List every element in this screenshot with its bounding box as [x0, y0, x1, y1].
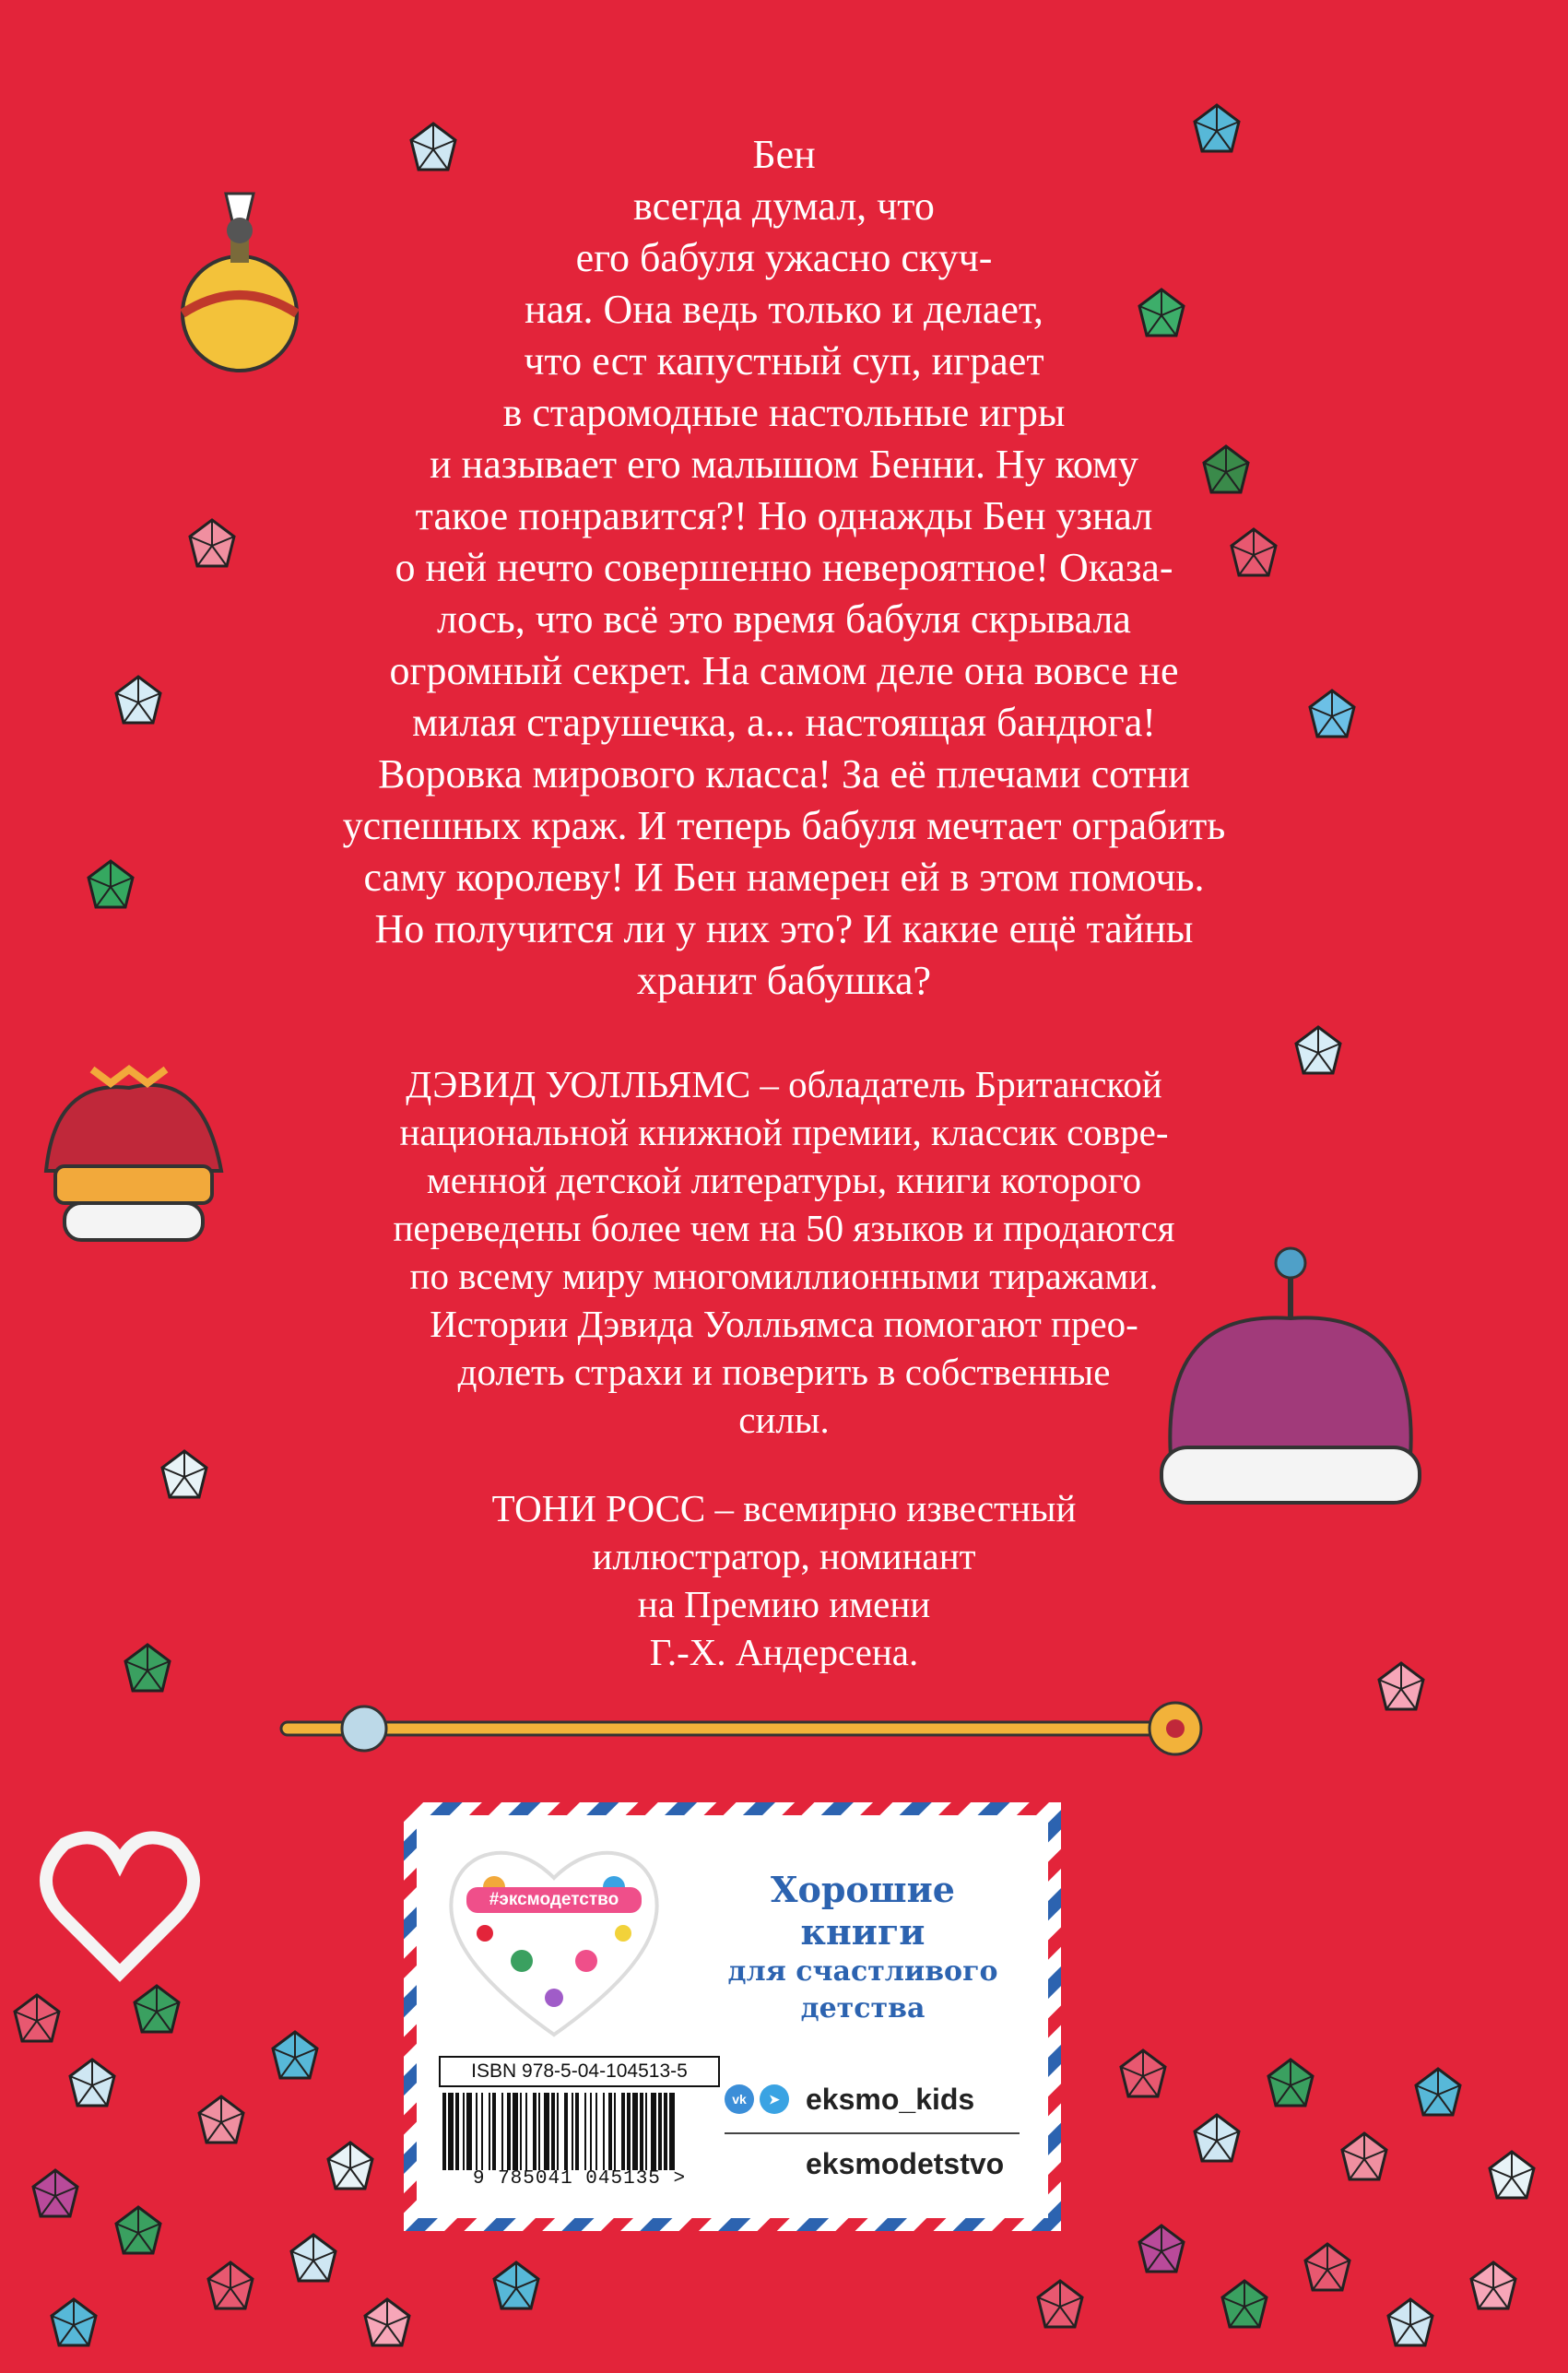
text-line: в старомодные настольные игры — [502, 390, 1066, 435]
social-handle[interactable]: eksmo_kids — [806, 2083, 975, 2116]
text-line: милая старушечка, а... настоящая бандюга! — [412, 700, 1156, 745]
text-line: Истории Дэвида Уолльямса помогают прео- — [430, 1303, 1138, 1345]
text-line: что ест капустный суп, играет — [524, 338, 1044, 384]
text-line: огромный секрет. На самом деле она вовсе не — [389, 648, 1179, 693]
barcode-bars — [439, 2093, 720, 2170]
vk-icon[interactable]: vk — [725, 2084, 754, 2114]
social-handle[interactable]: eksmodetstvo — [806, 2147, 1005, 2180]
barcode — [439, 2056, 720, 2194]
text-line: силы. — [738, 1399, 830, 1441]
heart-logo-icon — [439, 1832, 669, 2044]
slogan — [697, 1869, 1029, 2027]
blurb-text — [184, 129, 1384, 1007]
illustrator-bio-text — [184, 1484, 1384, 1676]
text-line: переведены более чем на 50 языков и продаются — [393, 1207, 1175, 1249]
gem-icon — [1379, 1663, 1423, 1709]
divider — [725, 2132, 1020, 2134]
text-line: менной детской литературы, книги которого — [426, 1159, 1142, 1201]
slogan-line: детства — [800, 1992, 925, 2025]
text-line: Г.-Х. Андерсена. — [649, 1631, 919, 1673]
slogan-line: книги — [800, 1911, 925, 1953]
text-line: о ней нечто совершенно невероятное! Оказа- — [395, 545, 1173, 590]
text-line: лось, что всё это время бабуля скрывала — [437, 596, 1131, 642]
text-line: ТОНИ РОСС – всемирно известный — [491, 1487, 1077, 1529]
text-line: на Премию имени — [637, 1583, 931, 1625]
text-line: и называет его малышом Бенни. Ну кому — [430, 442, 1138, 487]
text-line: по всему миру многомиллионными тиражами. — [409, 1255, 1159, 1297]
text-line: его бабуля ужасно скуч- — [575, 235, 993, 280]
text-line: всегда думал, что — [633, 183, 935, 229]
heart-pendant-icon — [46, 1837, 194, 1973]
slogan-line: для счастливого — [727, 1955, 998, 1988]
text-line: такое понравится?! Но однажды Бен узнал — [415, 493, 1153, 538]
author-bio-text — [184, 1060, 1384, 1444]
social-links — [725, 2079, 1038, 2180]
text-line: национальной книжной премии, классик совре- — [399, 1111, 1169, 1153]
hashtag-label: #эксмодетство — [466, 1887, 642, 1913]
text-line: долеть страхи и поверить в собственные — [457, 1351, 1111, 1393]
text-line: ДЭВИД УОЛЛЬЯМС – обладатель Британской — [406, 1063, 1162, 1105]
text-line: успешных краж. И теперь бабуля мечтает ограбить — [342, 803, 1226, 848]
barcode-digits: 9 785041 045135 > — [472, 2168, 687, 2190]
gem-icon — [88, 861, 133, 907]
text-line: саму королеву! И Бен намерен ей в этом помочь. — [363, 855, 1205, 900]
text-line: ная. Она ведь только и делает, — [525, 287, 1043, 332]
publisher-sticker — [404, 1802, 1061, 2231]
slogan-line: Хорошие — [771, 1869, 955, 1910]
isbn-label: ISBN 978-5-04-104513-5 — [439, 2056, 720, 2087]
gem-icon — [125, 1645, 170, 1691]
telegram-icon[interactable]: ➤ — [760, 2084, 789, 2114]
text-line: иллюстратор, номинант — [592, 1535, 976, 1577]
text-line: хранит бабушка? — [636, 958, 932, 1003]
scepter-icon — [281, 1703, 1201, 1754]
text-line: Воровка мирового класса! За её плечами сотни — [378, 751, 1190, 797]
gem-icon — [116, 677, 160, 723]
text-line: Бен — [752, 132, 816, 177]
text-line: Но получится ли у них это? И какие ещё тайны — [374, 906, 1194, 951]
